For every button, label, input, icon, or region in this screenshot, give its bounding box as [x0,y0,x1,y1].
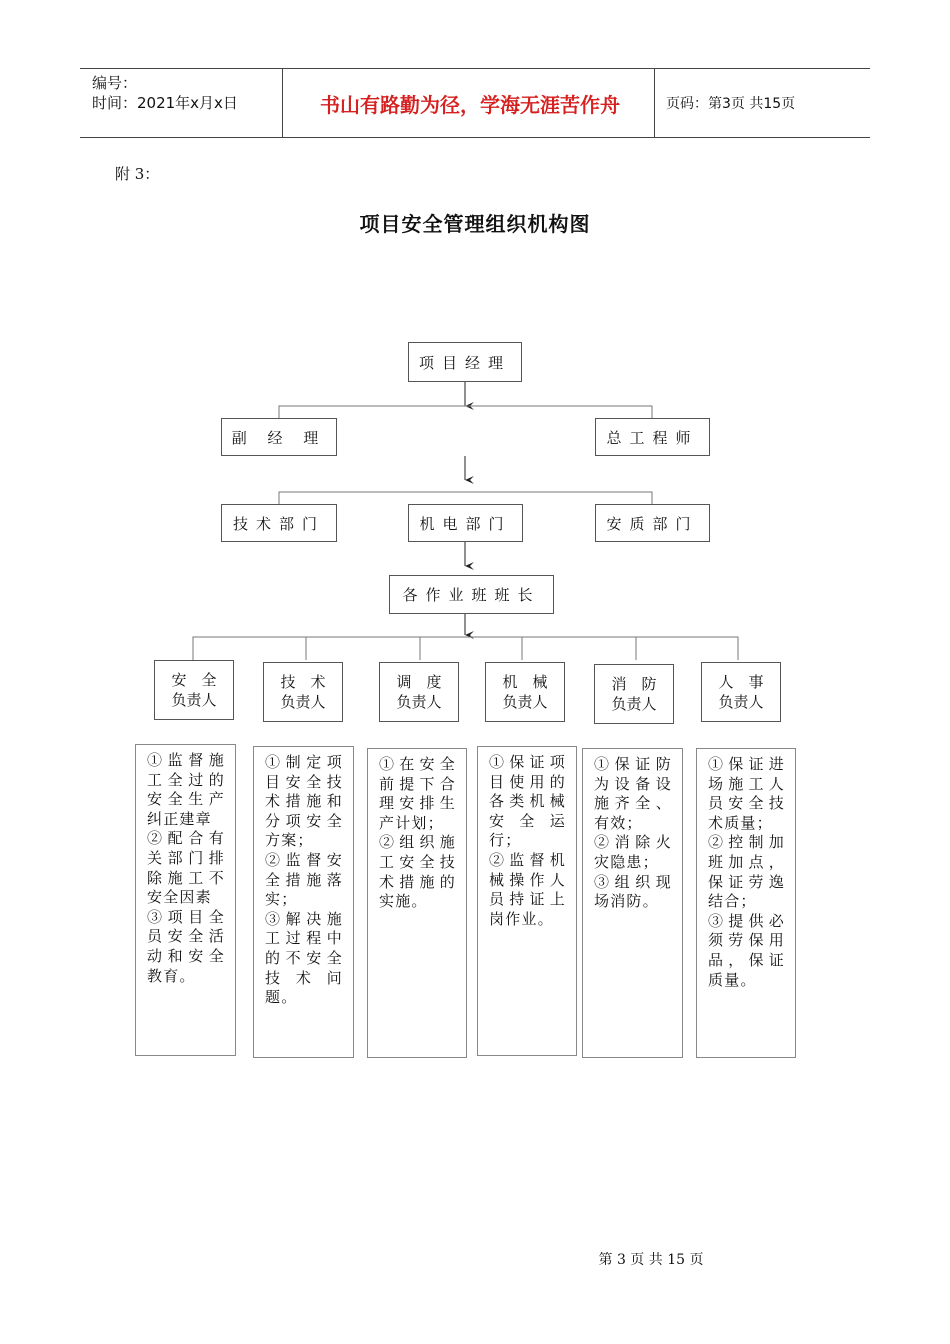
role-title: 机 械 [502,673,548,691]
machinery-officer-box [485,662,565,722]
page-footer: 第 3 页 共 15 页 [598,1252,704,1268]
dispatch-officer-box [379,662,459,722]
role-subtitle: 负责人 [718,693,764,711]
electromechanical-dept-box: 机电部门 [408,504,523,542]
technical-duties: ①制定项目安全技术措施和分项安全方案； ②监督安全措施落实； ③解决施工过程中的不安全技术问题。 [253,746,354,1058]
machinery-duties: ①保证项目使用的各类机械安全运行； ②监督机械操作人员持证上岗作业。 [477,746,577,1056]
hr-duties: ①保证进场施工人员安全技术质量； ②控制加班加点，保证劳逸结合； ③提供必须劳保用品，保证质量。 [696,748,796,1058]
header-motto: 书山有路勤为径，学海无涯苦作舟 [320,92,620,117]
role-subtitle: 负责人 [171,691,217,709]
fire-duties: ①保证防为设备设施齐全、有效； ②消除火灾隐患； ③组织现场消防。 [582,748,683,1058]
fire-officer-box [594,664,674,724]
role-subtitle: 负责人 [280,693,326,711]
role-title: 消 防 [611,675,657,693]
role-subtitle: 负责人 [611,695,657,713]
hr-officer-box [701,662,781,722]
project-manager-box: 项目经理 [408,342,522,382]
role-title: 安 全 [171,671,217,689]
page-info: 页码：第3页 共15页 [666,96,796,112]
role-subtitle: 负责人 [396,693,442,711]
time-label: 时间：2021年x月x日 [92,94,238,112]
safety-officer-box [154,660,234,720]
role-subtitle: 负责人 [502,693,548,711]
chart-title: 项目安全管理组织机构图 [359,212,591,236]
dispatch-duties: ①在安全前提下合理安排生产计划； ②组织施工安全技术措施的实施。 [367,748,467,1058]
safety-duties: ①监督施工全过的安全生产纠正建章 ②配合有关部门排除施工不安全因素 ③项目全员安全活动和安全教育。 [135,744,236,1056]
appendix-label: 附 3： [115,165,160,183]
role-title: 技 术 [280,673,326,691]
number-label: 编号： [92,74,138,92]
technical-officer-box [263,662,343,722]
safety-quality-dept-box: 安质部门 [595,504,710,542]
technical-dept-box: 技术部门 [221,504,337,542]
deputy-manager-box: 副 经 理 [221,418,337,456]
role-title: 调 度 [396,673,442,691]
chief-engineer-box: 总工程师 [595,418,710,456]
team-leaders-box: 各作业班班长 [389,575,554,614]
role-title: 人 事 [718,673,764,691]
